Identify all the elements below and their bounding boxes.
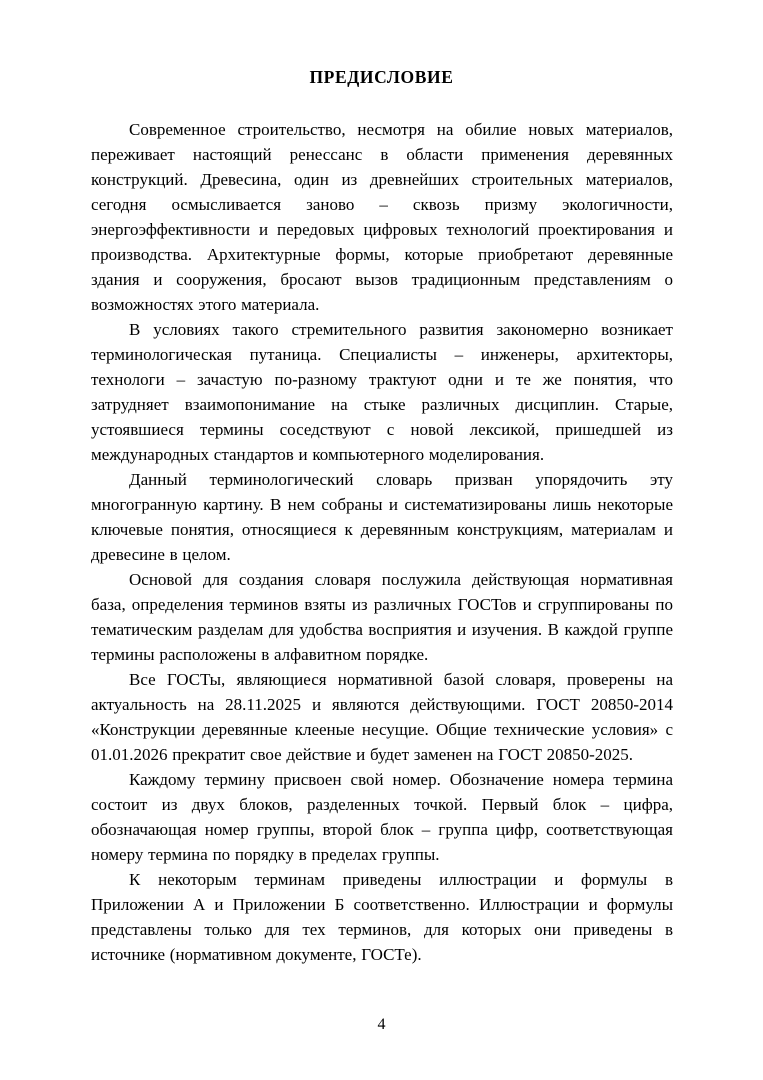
body-text (91, 117, 673, 967)
paragraph: Каждому термину присвоен свой номер. Обозначение номера термина состоит из двух блоков, разделенных точкой. Первый блок – цифра, обозначающая номер группы, второй блок – группа цифр, соответствующая номеру термина по порядку в пределах группы. (91, 770, 673, 864)
paragraph: В условиях такого стремительного развития закономерно возникает терминологическая путаница. Специалисты – инженеры, архитекторы, технологи – зачастую по-разному трактуют одни и те же понятия, что затрудняет взаимопонимание на стыке различных дисциплин. Старые, устоявшиеся термины соседствуют с новой лексикой, пришедшей из международных стандартов и компьютерного моделирования. (91, 320, 673, 464)
page-number: 4 (377, 1016, 386, 1033)
paragraph: Основой для создания словаря послужила действующая нормативная база, определения терминов взяты из различных ГОСТов и сгруппированы по тематическим разделам для удобства восприятия и изучения. В каждой группе термины расположены в алфавитном порядке. (91, 570, 673, 664)
paragraph: К некоторым терминам приведены иллюстрации и формулы в Приложении А и Приложении Б соответственно. Иллюстрации и формулы представлены только для тех терминов, для которых они приведены в источнике (нормативном документе, ГОСТе). (91, 870, 673, 964)
paragraph: Данный терминологический словарь призван упорядочить эту многогранную картину. В нем собраны и систематизированы лишь некоторые ключевые понятия, относящиеся к деревянным конструкциям, материалам и древесине в целом. (91, 470, 673, 564)
paragraph: Современное строительство, несмотря на обилие новых материалов, переживает настоящий ренессанс в области применения деревянных конструкций. Древесина, один из древнейших строительных материалов, сегодня осмысливается заново – сквозь призму экологичности, энергоэффективности и передовых цифровых технологий проектирования и производства. Архитектурные формы, которые приобретают деревянные здания и сооружения, бросают вызов традиционным представлениям о возможностях этого материала. (91, 120, 673, 314)
page-title: ПРЕДИСЛОВИЕ (309, 67, 454, 87)
paragraph: Все ГОСТы, являющиеся нормативной базой словаря, проверены на актуальность на 28.11.2025 и являются действующими. ГОСТ 20850-2014 «Конструкции деревянные клееные несущие. Общие технические условия» с 01.01.2026 прекратит свое действие и будет заменен на ГОСТ 20850-2025. (91, 670, 673, 764)
